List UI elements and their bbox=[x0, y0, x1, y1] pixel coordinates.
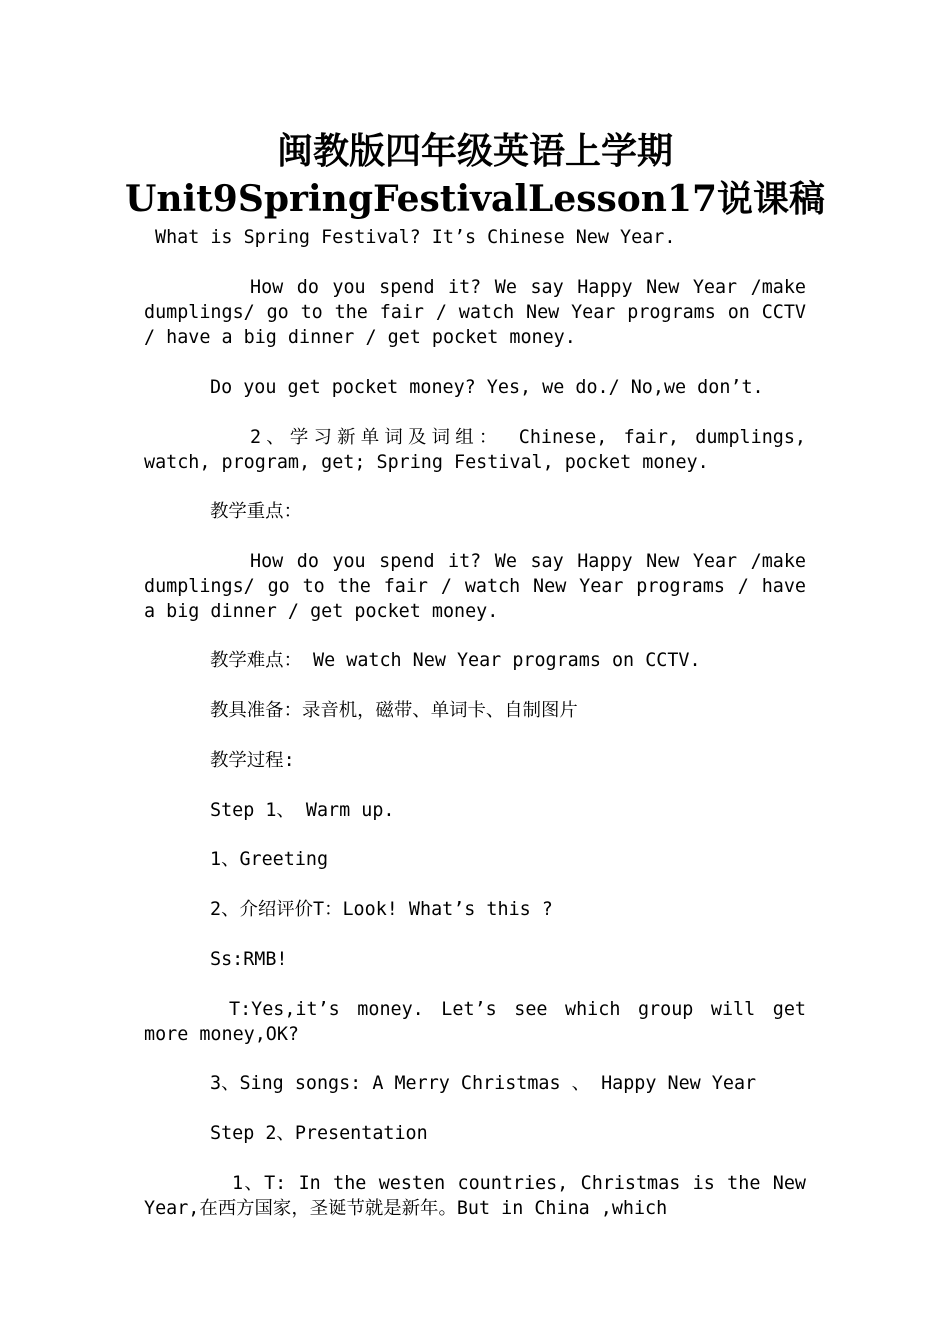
paragraph-key-points-heading: 教学重点： bbox=[210, 501, 302, 522]
paragraph-greeting: 1、Greeting bbox=[210, 849, 329, 870]
paragraph-difficult-points: 教学难点： We watch New Year programs on CCTV. bbox=[210, 650, 701, 671]
paragraph-step-2: Step 2、Presentation bbox=[210, 1123, 428, 1144]
paragraph-presentation-1: 1、T: In the westen countries, Christmas is the New Year,在西方国家，圣诞节就是新年。But in China ,which bbox=[144, 1173, 806, 1219]
paragraph-intro: What is Spring Festival? It’s Chinese New Year. bbox=[155, 227, 676, 248]
paragraph-sing-songs: 3、Sing songs: A Merry Christmas 、 Happy New Year bbox=[210, 1073, 757, 1094]
paragraph-pocket-money: Do you get pocket money? Yes, we do./ No,we don’t. bbox=[210, 377, 764, 398]
paragraph-new-words: 2、学习新单词及词组： Chinese, fair, dumplings, watch, program, get; Spring Festival, pocket money. bbox=[144, 427, 806, 473]
paragraph-teaching-aids: 教具准备：录音机，磁带、单词卡、自制图片 bbox=[210, 700, 578, 721]
document-title-line-2: Unit9SpringFestivalLesson17说课稿 bbox=[124, 178, 826, 220]
paragraph-teacher-money: T:Yes,it’s money. Let’s see which group will get more money,OK? bbox=[144, 999, 806, 1045]
paragraph-process-heading: 教学过程: bbox=[210, 750, 295, 771]
document-title-line-1: 闽教版四年级英语上学期 bbox=[276, 130, 673, 172]
paragraph-introduce: 2、介绍评价T：Look! What’s this ? bbox=[210, 899, 553, 920]
paragraph-key-points: How do you spend it? We say Happy New Year /make dumplings/ go to the fair / watch New Year programs / have a big dinner / get pocket money. bbox=[144, 551, 806, 622]
document-page bbox=[124, 0, 826, 1344]
paragraph-ss-rmb: Ss:RMB! bbox=[210, 949, 288, 970]
paragraph-step-1: Step 1、 Warm up. bbox=[210, 800, 395, 821]
paragraph-how-spend: How do you spend it? We say Happy New Year /make dumplings/ go to the fair / watch New Year programs on CCTV / have a big dinner / get pocket money. bbox=[144, 277, 806, 348]
